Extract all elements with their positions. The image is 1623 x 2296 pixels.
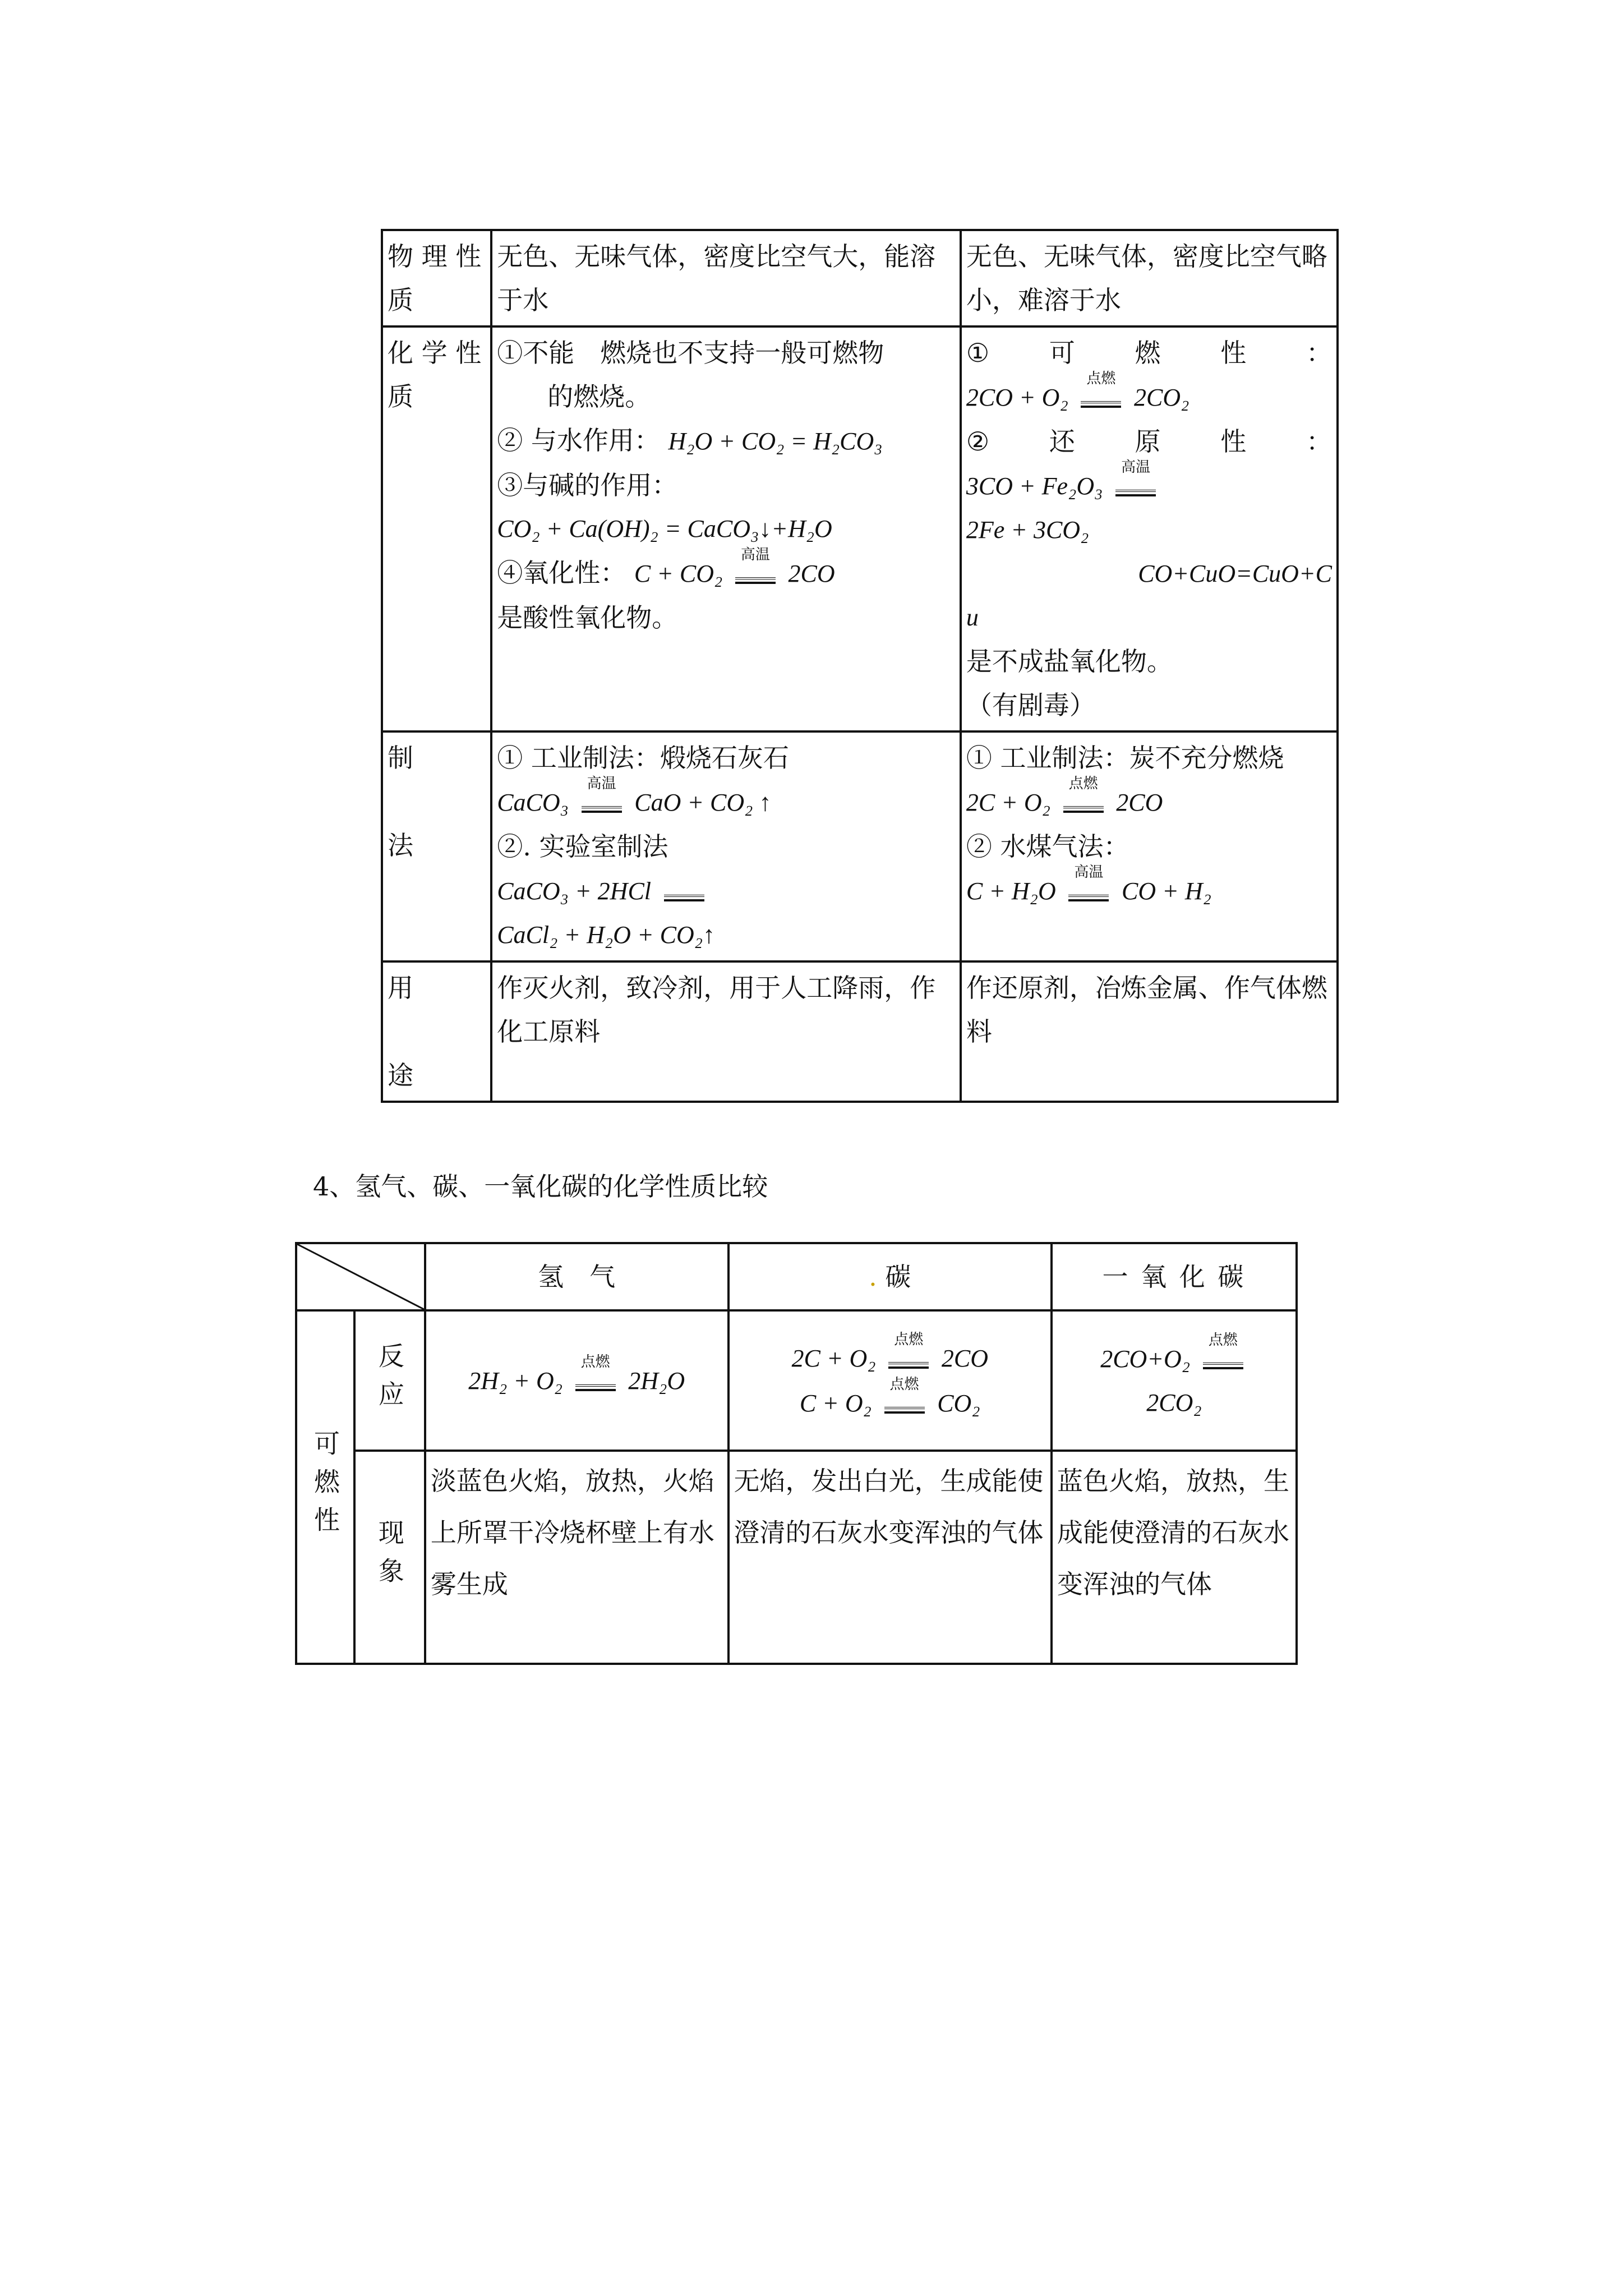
co2-water-equation: H₂O + CO₂ = H₂CO₃ <box>668 427 883 455</box>
co2-water-line <box>497 418 955 463</box>
table-row <box>382 961 1338 1102</box>
co-reduction-products: 2Fe + 3CO₂ <box>966 516 1089 544</box>
reaction-condition <box>664 868 704 912</box>
co2-chemical <box>491 326 961 731</box>
group-label-combustibility: 可燃性 <box>296 1310 354 1664</box>
co2-physical: 无色、无味气体，密度比空气大，能溶于水 <box>491 230 961 326</box>
co-industrial-equation: 2C + O₂ 点燃 2CO <box>966 780 1332 825</box>
co2-acidic-note: 是酸性氧化物。 <box>497 602 678 633</box>
table-row <box>382 731 1338 961</box>
co-watergas-label: ② 水煤气法： <box>966 831 1129 862</box>
reaction-condition: 高温 <box>1068 868 1109 912</box>
reaction-condition: 高温 <box>735 551 776 595</box>
co-reducibility-label: ② 还 原 性 ： <box>966 426 1332 457</box>
row-label-chemical: 化 学 性质 <box>382 326 491 731</box>
co-uses: 作还原剂，冶炼金属、作气体燃料 <box>961 961 1338 1102</box>
reaction-condition: 点燃 <box>575 1358 616 1402</box>
co2-alkali-equation: CO₂ + Ca(OH)₂ = CaCO₃↓+H₂O <box>497 515 832 542</box>
co-reaction: 2CO+O₂ 点燃 2CO₂ <box>1052 1310 1297 1451</box>
table-row <box>382 326 1338 731</box>
row-label-preparation: 制 法 <box>382 731 491 961</box>
c-phenomenon: 无焰，发出白光，生成能使澄清的石灰水变浑浊的气体 <box>728 1451 1052 1664</box>
diagonal-header-cell <box>296 1243 425 1310</box>
co2-oxidation-rhs: 2CO <box>788 560 835 587</box>
co-chemical <box>961 326 1338 731</box>
co-phenomenon: 蓝色火焰，放热，生成能使澄清的石灰水变浑浊的气体 <box>1052 1451 1297 1664</box>
co-reduction-equation: 3CO + Fe₂O₃ 高温 <box>966 463 1332 508</box>
co-watergas-equation: C + H₂O 高温 CO + H₂ <box>966 868 1332 913</box>
co2-water-label: ② 与水作用： <box>497 425 660 455</box>
row-label-phenomenon: 现象 <box>354 1451 425 1664</box>
co2-industrial-equation: CaCO₃ 高温 CaO + CO₂ ↑ <box>497 780 955 825</box>
reaction-condition: 点燃 <box>1203 1336 1243 1380</box>
reaction-condition: 高温 <box>582 780 622 823</box>
reaction-condition: 点燃 <box>1081 375 1121 418</box>
h2-phenomenon: 淡蓝色火焰，放热，火焰上所罩干冷烧杯壁上有水雾生成 <box>425 1451 728 1664</box>
header-carbon-monoxide: 一 氧 化 碳 <box>1052 1243 1297 1310</box>
table-row <box>296 1451 1297 1664</box>
h2-reaction: 2H₂ + O₂ 点燃 2H₂O <box>425 1310 728 1451</box>
co-combustion-equation: 2CO + O₂ 点燃 2CO₂ <box>966 375 1332 420</box>
co2-oxidation-lhs: C + CO₂ <box>634 560 723 587</box>
co2-uses: 作灭火剂，致冷剂，用于人工降雨，作化工原料 <box>491 961 961 1102</box>
c-reaction: 2C + O₂ 点燃 2CO C + O₂ 点燃 CO₂ <box>728 1310 1052 1451</box>
co2-oxidation-label: ④氧化性： <box>497 558 626 588</box>
row-label-reaction: 反应 <box>354 1310 425 1451</box>
co2-nonflammable-b: 的燃烧。 <box>547 381 651 412</box>
table-row <box>296 1310 1297 1451</box>
header-hydrogen: 氢 气 <box>425 1243 728 1310</box>
co2-lab-equation-rhs: CaCl₂ + H₂O + CO₂↑ <box>497 921 716 949</box>
co-combustibility-label: ① 可 燃 性 ： <box>966 338 1332 368</box>
co2-alkali-label: ③与碱的作用： <box>497 470 678 500</box>
table-row <box>382 230 1338 326</box>
co-toxic-note: （有剧毒） <box>966 690 1095 720</box>
co-industrial-label: ① 工业制法：炭不充分燃烧 <box>966 743 1284 773</box>
header-carbon: . 碳 <box>728 1243 1052 1310</box>
co-cuo-equation-b: u <box>966 604 979 631</box>
co2-preparation <box>491 731 961 961</box>
co-cuo-equation-a: CO+CuO=CuO+C <box>1138 560 1332 587</box>
reaction-condition: 点燃 <box>1063 780 1104 823</box>
row-label-uses: 用 途 <box>382 961 491 1102</box>
combustibility-comparison-table <box>295 1242 1298 1665</box>
reaction-condition: 高温 <box>1115 463 1156 507</box>
co2-lab-label: ②. 实验室制法 <box>497 831 668 862</box>
co2-nonflammable-a: ①不能 燃烧也不支持一般可燃物 <box>497 338 884 368</box>
co2-industrial-label: ① 工业制法：煅烧石灰石 <box>497 743 789 773</box>
row-label-physical: 物 理 性质 <box>382 230 491 326</box>
reaction-condition: 点燃 <box>888 1336 929 1379</box>
co-nonsalt-note: 是不成盐氧化物。 <box>966 646 1173 677</box>
diagonal-line-icon <box>297 1244 424 1309</box>
co2-oxidation-line <box>497 546 955 596</box>
co2-lab-equation-lhs: CaCO₃ + 2HCl <box>497 868 955 913</box>
reaction-condition: 点燃 <box>884 1381 925 1424</box>
section-heading: 4、氢气、碳、一氧化碳的化学性质比较 <box>313 1171 768 1202</box>
co-physical: 无色、无味气体，密度比空气略小，难溶于水 <box>961 230 1338 326</box>
table-header-row <box>296 1243 1297 1310</box>
co-preparation <box>961 731 1338 961</box>
co2-co-comparison-table <box>381 229 1339 1103</box>
